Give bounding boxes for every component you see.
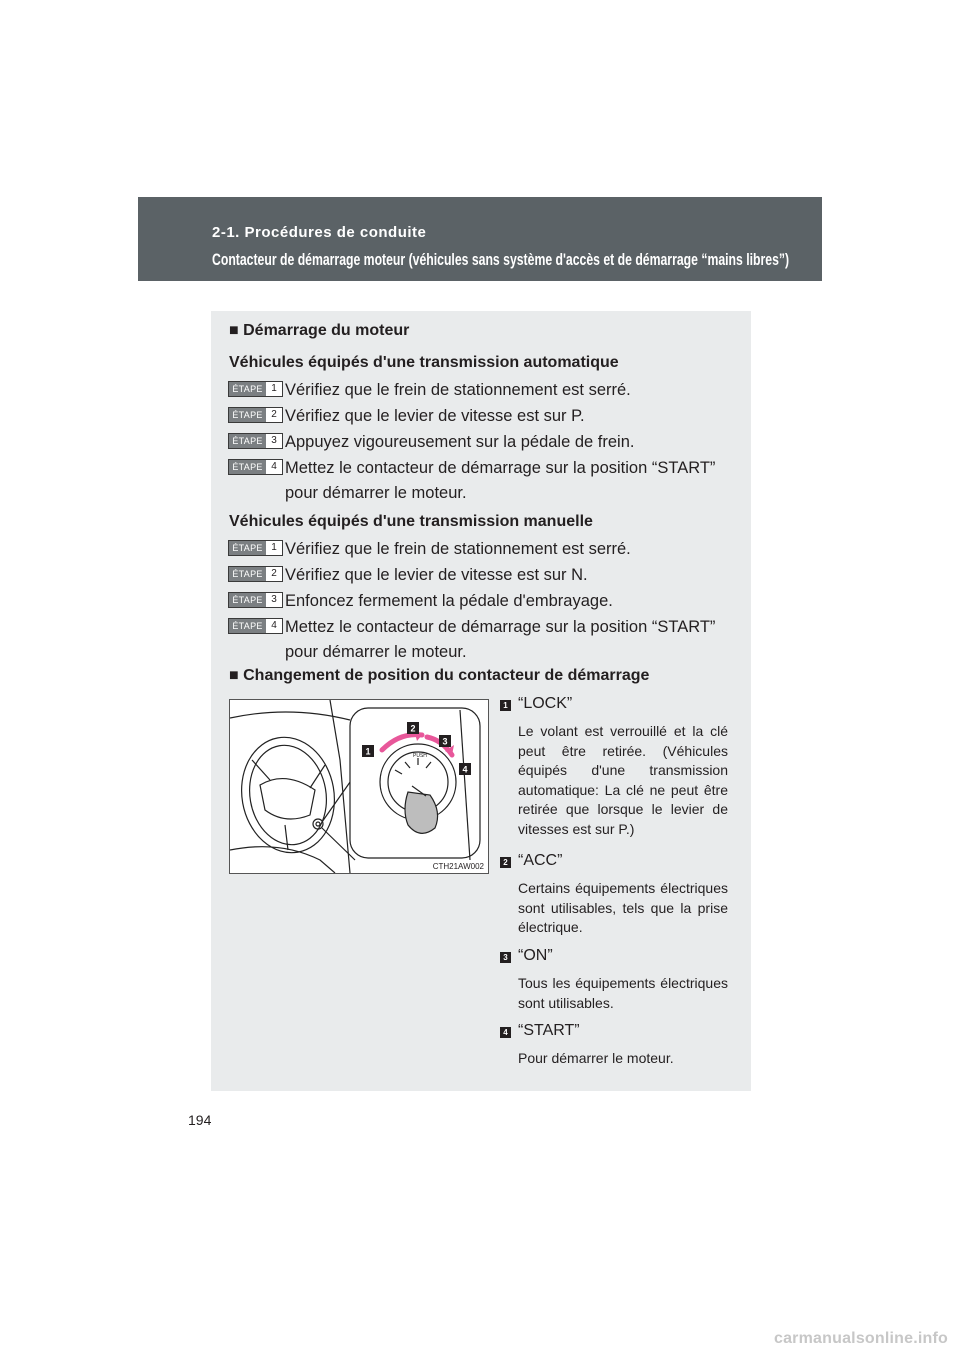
position-title: “ACC” (518, 852, 563, 869)
figure-marker-3-label: 3 (442, 736, 448, 747)
chapter-header (138, 197, 822, 281)
step-text: Vérifiez que le frein de stationnement est serré. (285, 540, 631, 558)
ignition-switch-illustration (229, 699, 489, 874)
positions-section-title: ■ Changement de position du contacteur de démarrage (229, 667, 650, 684)
step-badge: ÉTAPE 2 (228, 407, 283, 423)
position-description: Tous les équipements électriques sont utilisables. (518, 975, 728, 1011)
position-number: 4 (500, 1027, 511, 1038)
ignition-switch-drawing (230, 700, 488, 873)
position-number: 3 (500, 952, 511, 963)
figure-marker-4-label: 4 (462, 764, 468, 775)
manual-subtitle: Véhicules équipés d'une transmission manuelle (229, 513, 593, 530)
section-label: 2-1. Procédures de conduite (212, 224, 427, 241)
step-badge: ÉTAPE 1 (228, 381, 283, 397)
push-label: PUSH (413, 753, 427, 759)
step-text: Vérifiez que le levier de vitesse est sur N. (285, 566, 588, 584)
step-text: Enfoncez fermement la pédale d'embrayage. (285, 592, 613, 610)
figure-code: CTH21AW002 (432, 862, 484, 871)
step-badge: ÉTAPE 4 (228, 459, 283, 475)
figure-marker-1-label: 1 (365, 746, 371, 757)
step-text: Appuyez vigoureusement sur la pédale de frein. (285, 433, 635, 451)
position-title: “LOCK” (518, 695, 573, 712)
watermark: carmanualsonline.info (773, 1330, 948, 1347)
automatic-subtitle: Véhicules équipés d'une transmission automatique (229, 354, 619, 371)
step-text: Vérifiez que le frein de stationnement est serré. (285, 381, 631, 399)
position-title: “START” (518, 1022, 580, 1039)
position-number: 1 (500, 700, 511, 711)
step-badge: ÉTAPE 4 (228, 618, 283, 634)
step-text: Mettez le contacteur de démarrage sur la position “START” pour démarrer le moteur. (285, 618, 716, 661)
step-text: Vérifiez que le levier de vitesse est sur P. (285, 407, 585, 425)
position-description: Certains équipements électriques sont utilisables, tels que la prise électrique. (518, 880, 728, 935)
figure-marker-2-label: 2 (410, 723, 416, 734)
step-badge: ÉTAPE 3 (228, 433, 283, 449)
step-text: Mettez le contacteur de démarrage sur la position “START” pour démarrer le moteur. (285, 459, 716, 502)
position-number: 2 (500, 857, 511, 868)
page-number: 194 (188, 1112, 212, 1128)
position-description: Pour démarrer le moteur. (518, 1050, 674, 1066)
chapter-title: Contacteur de démarrage moteur (véhicules sans système d'accès et de démarrage “mains libres”) (212, 250, 790, 269)
starting-section-title: ■ Démarrage du moteur (229, 322, 410, 339)
step-badge: ÉTAPE 1 (228, 540, 283, 556)
position-title: “ON” (518, 947, 553, 964)
step-badge: ÉTAPE 2 (228, 566, 283, 582)
step-badge: ÉTAPE 3 (228, 592, 283, 608)
position-description: Le volant est verrouillé et la clé peut être retirée. (Véhicules équipés d'une transmission automatique: La clé ne peut être retirée que lorsque le levier de vitesses est sur P.) (518, 723, 728, 837)
